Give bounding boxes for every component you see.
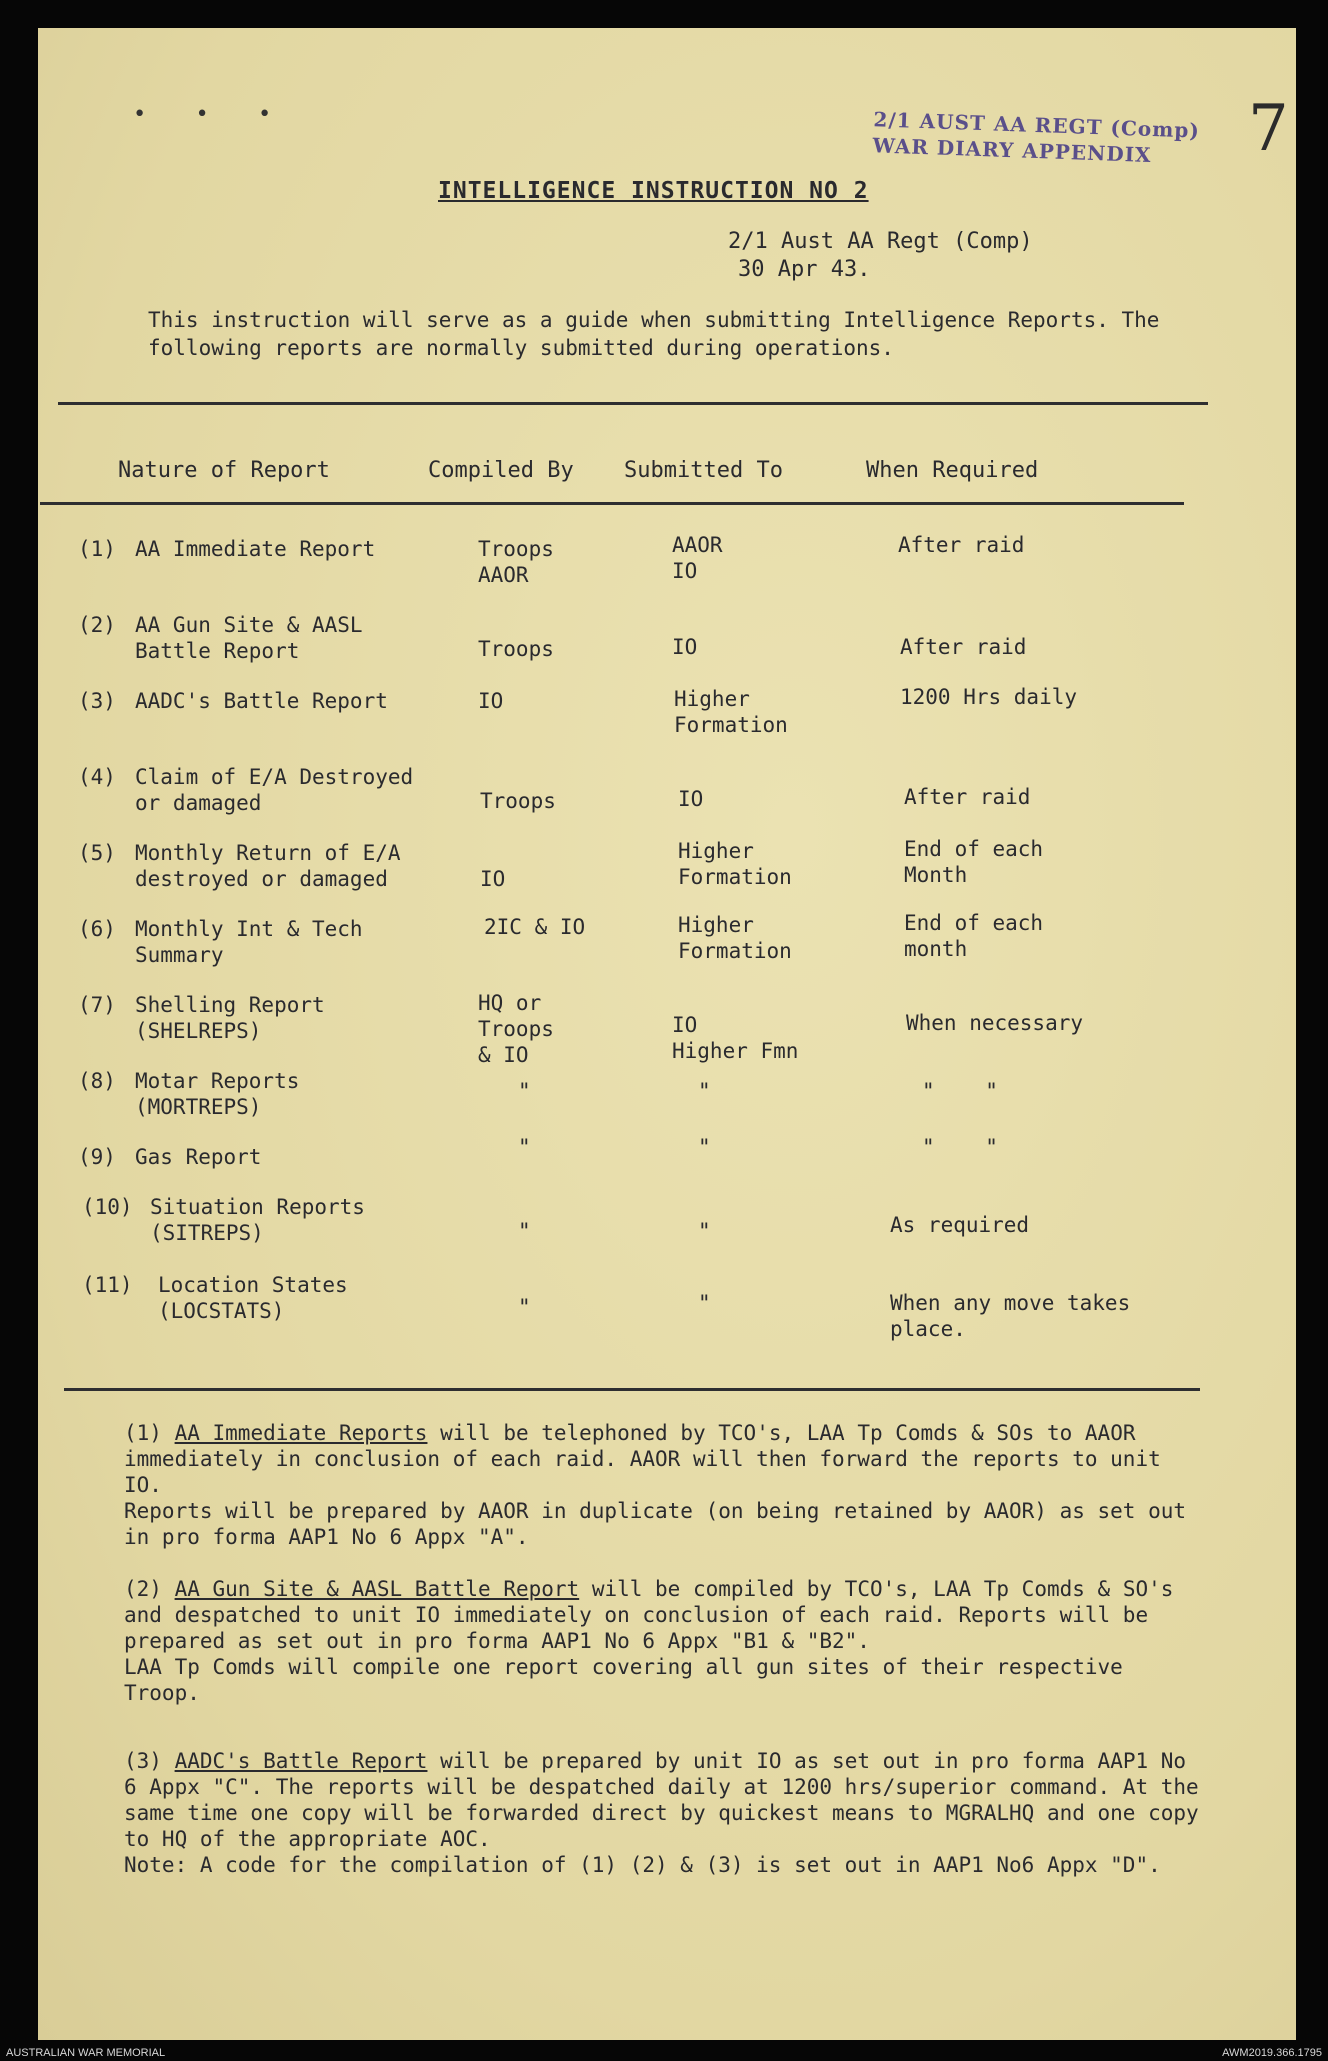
- note-2: [124, 1576, 1204, 1706]
- document-heading: INTELLIGENCE INSTRUCTION NO 2: [438, 178, 869, 204]
- note-3: [124, 1748, 1204, 1878]
- row-number: (1): [78, 537, 116, 561]
- note-text: will be compiled by TCO's, LAA Tp Comds & SO's and despatched to unit IO immediately on conclusion of each raid. Reports will be prepared as set out in pro forma AAP1 No 6 Appx "B1 & "B2".: [124, 1577, 1174, 1653]
- note-text-2: Reports will be prepared by AAOR in duplicate (on being retained by AAOR) as set out in pro forma AAP1 No 6 Appx "A".: [124, 1499, 1187, 1549]
- note-1: [124, 1420, 1204, 1550]
- row-when: After raid: [900, 635, 1027, 659]
- column-header-when: When Required: [866, 458, 1039, 483]
- note-text-2: Note: A code for the compilation of (1) (2) & (3) is set out in AAP1 No6 Appx "D".: [124, 1853, 1161, 1877]
- row-nature: AA Immediate Report: [135, 537, 376, 561]
- column-header-submitted: Submitted To: [624, 458, 783, 483]
- row-submitted: IO: [672, 635, 698, 659]
- unit-name: 2/1 Aust AA Regt (Comp): [728, 229, 1033, 254]
- row-when: " ": [922, 1135, 998, 1159]
- row-number: (2): [78, 613, 116, 637]
- note-number: (1): [124, 1421, 162, 1445]
- divider-header: [40, 502, 1184, 505]
- note-text: will be telephoned by TCO's, LAA Tp Comds & SOs to AAOR immediately in conclusion of each raid. AAOR will then forward the reports to unit IO.: [124, 1421, 1161, 1497]
- row-number: (9): [78, 1145, 116, 1169]
- footer-accession: AWM2019.366.1795: [1222, 2047, 1322, 2059]
- row-nature: Motar Reports (MORTREPS): [135, 1069, 300, 1119]
- row-submitted: Higher Formation: [678, 913, 792, 963]
- intro-paragraph: This instruction will serve as a guide when submitting Intelligence Reports. The following reports are normally submitted during operations.: [148, 308, 1160, 360]
- row-when: End of each Month: [904, 837, 1044, 887]
- row-compiled: IO: [480, 867, 506, 891]
- row-compiled: ": [518, 1219, 531, 1243]
- row-submitted: Higher Formation: [674, 687, 788, 737]
- note-title: AA Immediate Reports: [174, 1421, 428, 1445]
- row-compiled: 2IC & IO: [484, 915, 586, 939]
- row-nature: Monthly Int & Tech Summary: [135, 917, 363, 967]
- row-compiled: ": [518, 1079, 531, 1103]
- row-nature: AA Gun Site & AASL Battle Report: [135, 613, 363, 663]
- row-compiled: IO: [478, 689, 504, 713]
- row-nature: Claim of E/A Destroyed or damaged: [135, 765, 414, 815]
- row-submitted: AAOR IO: [672, 533, 723, 583]
- row-submitted: ": [698, 1135, 711, 1159]
- war-diary-stamp: [872, 106, 1200, 169]
- note-number: (2): [124, 1577, 162, 1601]
- row-number: (7): [78, 993, 116, 1017]
- row-when: End of each month: [904, 911, 1044, 961]
- row-submitted: ": [698, 1291, 711, 1315]
- row-submitted: IO Higher Fmn: [672, 1013, 799, 1063]
- note-number: (3): [124, 1749, 162, 1773]
- row-nature: Gas Report: [135, 1145, 262, 1169]
- stamp-line-1: 2/1 AUST AA REGT (Comp): [873, 107, 1201, 143]
- row-when: As required: [890, 1213, 1030, 1237]
- folio-number: 7: [1248, 92, 1289, 166]
- unit-block: [728, 228, 1033, 284]
- row-when: When any move takes place.: [890, 1291, 1131, 1341]
- row-nature: Shelling Report (SHELREPS): [135, 993, 325, 1043]
- row-number: (8): [78, 1069, 116, 1093]
- row-nature: Location States (LOCSTATS): [158, 1273, 348, 1323]
- row-when: When necessary: [906, 1011, 1084, 1035]
- row-compiled: Troops: [478, 637, 554, 661]
- divider-bottom: [64, 1388, 1200, 1391]
- document-page: [38, 28, 1296, 2040]
- row-number: (11): [82, 1273, 133, 1297]
- row-compiled: ": [518, 1135, 531, 1159]
- row-compiled: ": [518, 1295, 531, 1319]
- footer-credit: AUSTRALIAN WAR MEMORIAL: [6, 2047, 166, 2059]
- row-compiled: Troops: [480, 789, 556, 813]
- row-when: 1200 Hrs daily: [900, 685, 1078, 709]
- row-compiled: HQ or Troops & IO: [478, 991, 554, 1067]
- row-number: (4): [78, 765, 116, 789]
- row-submitted: ": [698, 1079, 711, 1103]
- margin-dots: • • •: [133, 102, 290, 127]
- row-nature: Situation Reports (SITREPS): [150, 1195, 365, 1245]
- note-title: AA Gun Site & AASL Battle Report: [174, 1577, 580, 1601]
- note-title: AADC's Battle Report: [174, 1749, 428, 1773]
- row-nature: Monthly Return of E/A destroyed or damaged: [135, 841, 401, 891]
- note-text: will be prepared by unit IO as set out in pro forma AAP1 No 6 Appx "C". The reports will be despatched daily at 1200 hrs/superior command. At the same time one copy will be forwarded direct by quickest means to MGRALHQ and one copy to HQ of the appropriate AOC.: [124, 1749, 1199, 1851]
- row-compiled: Troops AAOR: [478, 537, 554, 587]
- divider-top: [58, 402, 1208, 405]
- row-when: After raid: [898, 533, 1025, 557]
- column-header-compiled: Compiled By: [428, 458, 574, 483]
- column-header-nature: Nature of Report: [118, 458, 330, 483]
- row-when: After raid: [904, 785, 1031, 809]
- row-number: (3): [78, 689, 116, 713]
- row-number: (10): [82, 1195, 133, 1219]
- row-submitted: ": [698, 1219, 711, 1243]
- row-number: (6): [78, 917, 116, 941]
- unit-date: 30 Apr 43.: [738, 257, 871, 282]
- note-text-2: LAA Tp Comds will compile one report covering all gun sites of their respective Troop.: [124, 1655, 1123, 1705]
- row-number: (5): [78, 841, 116, 865]
- row-nature: AADC's Battle Report: [135, 689, 388, 713]
- stamp-line-2: WAR DIARY APPENDIX: [872, 133, 1152, 168]
- row-submitted: IO: [678, 787, 704, 811]
- row-submitted: Higher Formation: [678, 839, 792, 889]
- row-when: " ": [922, 1079, 998, 1103]
